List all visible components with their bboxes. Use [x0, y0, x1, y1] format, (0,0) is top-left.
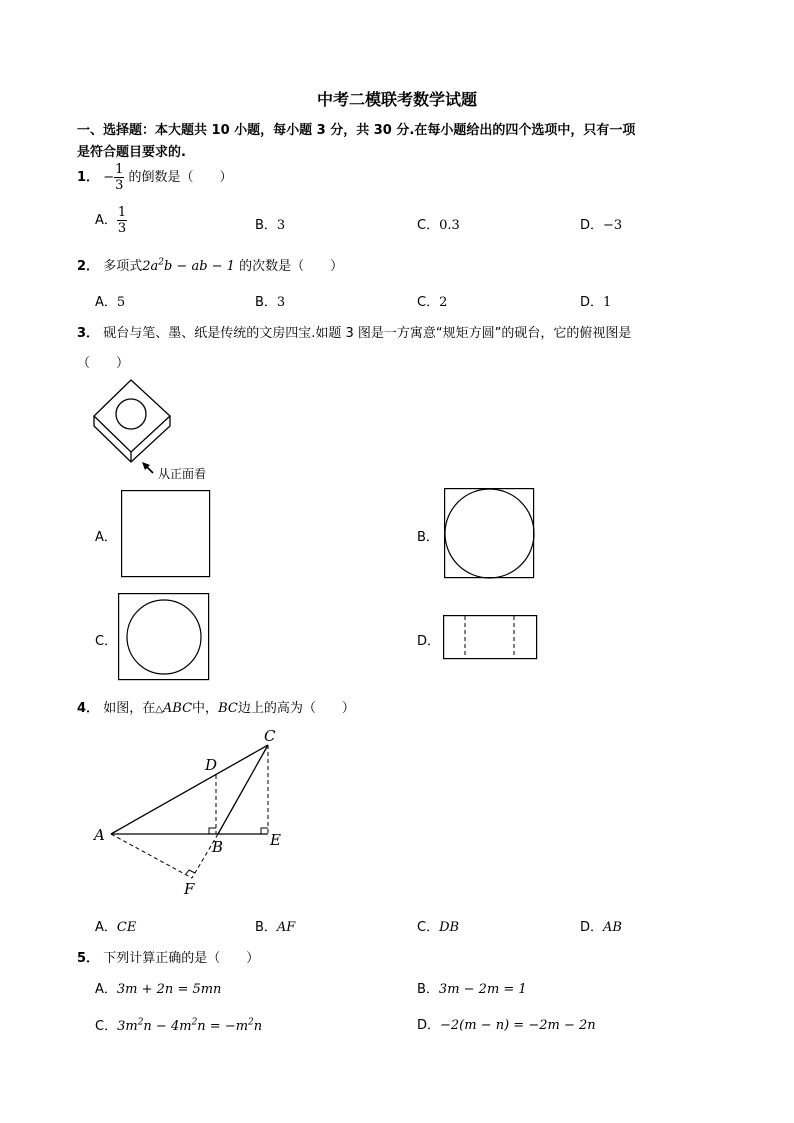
q5-option-b[interactable]: B．3m − 2m = 1: [417, 982, 527, 997]
q3-option-b-label[interactable]: B．: [417, 530, 439, 545]
q5-option-d[interactable]: D．−2(m − n) = −2m − 2n: [417, 1018, 596, 1033]
q3-option-c-label[interactable]: C．: [95, 634, 118, 649]
section-heading-line1: 一、选择题：本大题共 10 小题，每小题 3 分，共 30 分.在每小题给出的四个选项中，只有一项: [77, 123, 636, 138]
point-label-b: B: [212, 838, 224, 856]
q1-option-a[interactable]: A． $\frac{1}{3}$: [95, 205, 127, 236]
question-text: 的倒数是（ ）: [128, 170, 233, 185]
point-label-a: A: [94, 826, 105, 844]
q2-option-b[interactable]: B．3: [255, 295, 286, 310]
answer-paren: （ ）: [77, 356, 130, 371]
q5-option-c[interactable]: C．$3m^2n - 4m^2n = -m^2n$: [95, 1017, 263, 1034]
q4-option-b[interactable]: B．AF: [255, 920, 296, 935]
q1-option-b[interactable]: B．3: [255, 218, 286, 233]
minus-sign: −: [103, 170, 115, 185]
q4-option-a[interactable]: A．CE: [95, 920, 137, 935]
question-number: 4．: [77, 701, 100, 716]
question-number: 1．: [77, 170, 100, 185]
q5-option-a[interactable]: A．3m + 2n = 5mn: [95, 982, 222, 997]
fraction: $\frac{1}{3}$: [117, 205, 127, 236]
q2-option-c[interactable]: C．2: [417, 295, 448, 310]
question-4: 4． 如图，在△ABC中，BC边上的高为（ ）: [77, 701, 355, 716]
q2-option-a[interactable]: A．5: [95, 295, 126, 310]
question-text: 砚台与笔、墨、纸是传统的文房四宝.如题 3 图是一方寓意“规矩方圆”的砚台，它的俯视图是: [103, 326, 632, 341]
q1-option-c[interactable]: C．0.3: [417, 218, 460, 233]
q4-option-c[interactable]: C．DB: [417, 920, 460, 935]
section-heading-line2: 是符合题目要求的.: [77, 145, 186, 160]
point-label-d: D: [205, 756, 218, 774]
polynomial: $2a^2b$ − ab − 1: [142, 257, 235, 274]
question-text: 下列计算正确的是（ ）: [103, 951, 260, 966]
point-label-f: F: [184, 880, 195, 898]
question-5: [77, 947, 259, 966]
fraction: $\frac{1}{3}$: [115, 162, 124, 193]
point-label-e: E: [270, 831, 281, 849]
question-number: 2．: [77, 259, 100, 274]
point-label-c: C: [264, 727, 276, 745]
q2-option-d[interactable]: D．1: [580, 295, 612, 310]
page-title: 中考二模联考数学试题: [316, 90, 477, 109]
view-direction-label: 从正面看: [158, 467, 207, 481]
q3-option-d-label[interactable]: D．: [417, 634, 441, 649]
q3-option-a-label[interactable]: A．: [95, 530, 117, 545]
question-number: 5．: [77, 951, 100, 966]
question-2: 2． 多项式$2a^2b$ − ab − 1 的次数是（ ）: [77, 257, 344, 274]
question-number: 3．: [77, 326, 100, 341]
q1-option-d[interactable]: D．−3: [580, 218, 623, 233]
q4-option-d[interactable]: D．AB: [580, 920, 622, 935]
